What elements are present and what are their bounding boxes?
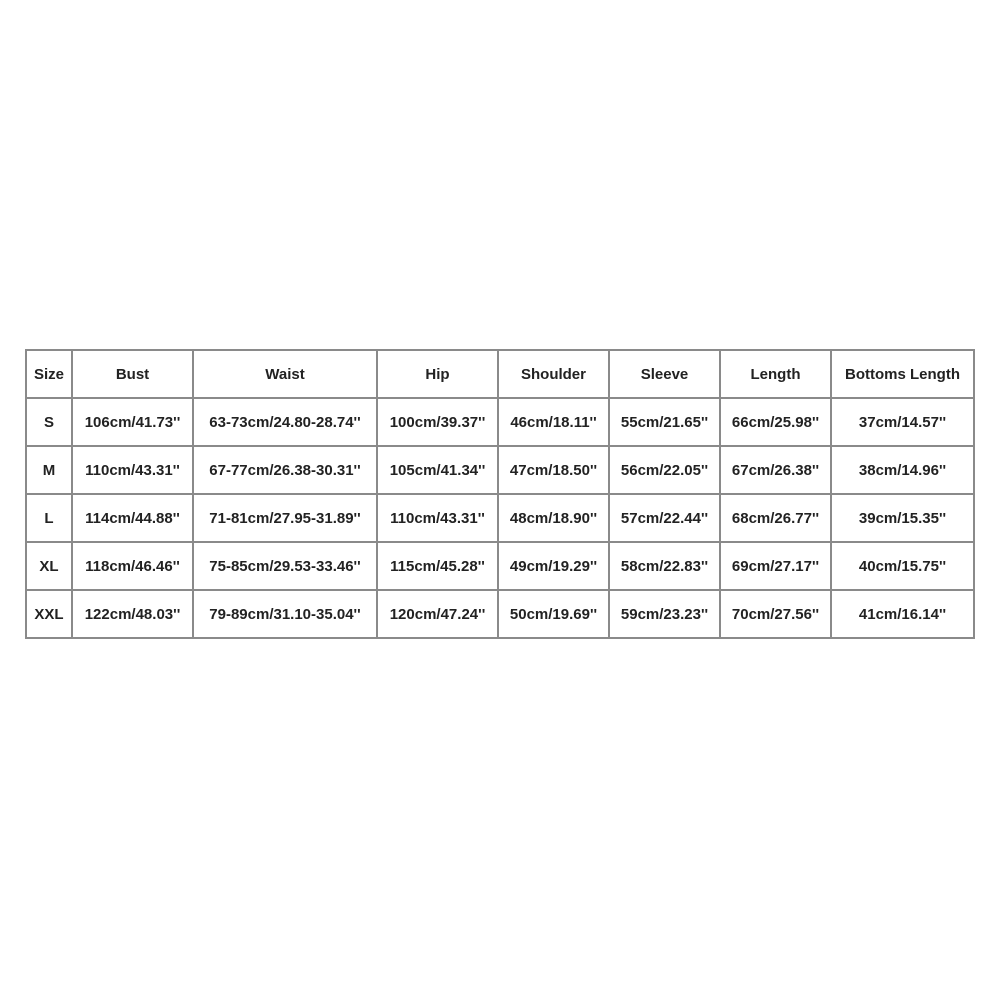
size-table [25, 349, 975, 639]
cell-length: 69cm/27.17'' [721, 543, 832, 591]
cell-shoulder: 49cm/19.29'' [499, 543, 610, 591]
cell-length: 67cm/26.38'' [721, 447, 832, 495]
cell-size: S [27, 399, 73, 447]
cell-shoulder: 47cm/18.50'' [499, 447, 610, 495]
cell-sleeve: 59cm/23.23'' [610, 591, 721, 639]
cell-bottoms-length: 37cm/14.57'' [832, 399, 975, 447]
size-chart [25, 349, 975, 639]
cell-shoulder: 50cm/19.69'' [499, 591, 610, 639]
cell-sleeve: 56cm/22.05'' [610, 447, 721, 495]
table-row [27, 591, 975, 639]
cell-waist: 63-73cm/24.80-28.74'' [194, 399, 378, 447]
header-bust: Bust [73, 351, 194, 399]
cell-size: XXL [27, 591, 73, 639]
cell-length: 68cm/26.77'' [721, 495, 832, 543]
header-row [27, 351, 975, 399]
table-row [27, 543, 975, 591]
cell-bottoms-length: 39cm/15.35'' [832, 495, 975, 543]
cell-bottoms-length: 40cm/15.75'' [832, 543, 975, 591]
header-shoulder: Shoulder [499, 351, 610, 399]
cell-bust: 106cm/41.73'' [73, 399, 194, 447]
table-row [27, 495, 975, 543]
cell-sleeve: 55cm/21.65'' [610, 399, 721, 447]
cell-hip: 105cm/41.34'' [378, 447, 499, 495]
cell-hip: 110cm/43.31'' [378, 495, 499, 543]
cell-length: 66cm/25.98'' [721, 399, 832, 447]
header-bottoms-length: Bottoms Length [832, 351, 975, 399]
cell-waist: 79-89cm/31.10-35.04'' [194, 591, 378, 639]
cell-size: L [27, 495, 73, 543]
table-row [27, 447, 975, 495]
cell-bust: 118cm/46.46'' [73, 543, 194, 591]
cell-shoulder: 46cm/18.11'' [499, 399, 610, 447]
cell-bottoms-length: 41cm/16.14'' [832, 591, 975, 639]
cell-hip: 100cm/39.37'' [378, 399, 499, 447]
cell-sleeve: 57cm/22.44'' [610, 495, 721, 543]
cell-hip: 120cm/47.24'' [378, 591, 499, 639]
cell-waist: 67-77cm/26.38-30.31'' [194, 447, 378, 495]
header-waist: Waist [194, 351, 378, 399]
cell-size: M [27, 447, 73, 495]
header-sleeve: Sleeve [610, 351, 721, 399]
table-row [27, 399, 975, 447]
cell-length: 70cm/27.56'' [721, 591, 832, 639]
cell-size: XL [27, 543, 73, 591]
cell-bust: 114cm/44.88'' [73, 495, 194, 543]
cell-waist: 71-81cm/27.95-31.89'' [194, 495, 378, 543]
header-size: Size [27, 351, 73, 399]
header-hip: Hip [378, 351, 499, 399]
cell-shoulder: 48cm/18.90'' [499, 495, 610, 543]
cell-bust: 110cm/43.31'' [73, 447, 194, 495]
cell-sleeve: 58cm/22.83'' [610, 543, 721, 591]
cell-waist: 75-85cm/29.53-33.46'' [194, 543, 378, 591]
cell-bust: 122cm/48.03'' [73, 591, 194, 639]
header-length: Length [721, 351, 832, 399]
cell-hip: 115cm/45.28'' [378, 543, 499, 591]
cell-bottoms-length: 38cm/14.96'' [832, 447, 975, 495]
